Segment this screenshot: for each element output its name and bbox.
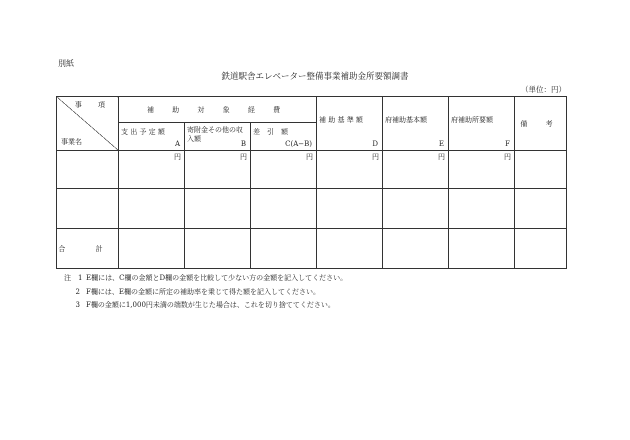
project-name-cell[interactable] bbox=[57, 189, 119, 229]
document-title: 鉄道駅舎エレベーター整備事業補助金所要額調書 bbox=[221, 72, 409, 82]
amount-cell-d[interactable]: 円 bbox=[317, 151, 383, 189]
header-f: 府補助所要額 F bbox=[449, 97, 515, 151]
remarks-cell[interactable] bbox=[515, 189, 567, 229]
notes-section bbox=[64, 272, 347, 313]
total-label: 合 計 bbox=[57, 229, 119, 269]
amount-cell-a[interactable]: 円 bbox=[119, 151, 185, 189]
project-name-header: 事業名 bbox=[61, 138, 82, 146]
header-d: 補 助 基 準 額 D bbox=[317, 97, 383, 151]
note-3: 3 F欄の金額に1,000円未満の端数が生じた場合は、これを切り捨ててください。 bbox=[75, 301, 335, 309]
header-b: 寄附金その他の収入額 B bbox=[185, 123, 251, 151]
amount-cell-f[interactable]: 円 bbox=[449, 151, 515, 189]
amount-cell-e[interactable]: 円 bbox=[383, 151, 449, 189]
total-row bbox=[57, 229, 567, 269]
subsidy-eligible-cost-header: 補 助 対 象 経 費 bbox=[119, 97, 317, 123]
table-row bbox=[57, 189, 567, 229]
header-a: 支 出 予 定 額 A bbox=[119, 123, 185, 151]
header-c: 差 引 額 C(A−B) bbox=[251, 123, 317, 151]
attachment-label: 別紙 bbox=[58, 59, 74, 68]
item-header: 事 項 bbox=[74, 101, 112, 109]
unit-label: （単位：円） bbox=[521, 85, 566, 94]
subsidy-table bbox=[56, 96, 567, 269]
table-row bbox=[57, 151, 567, 189]
note-2: 2 F欄には、E欄の金額に所定の補助率を乗じて得た額を記入してください。 bbox=[75, 287, 320, 296]
remarks-header: 備 考 bbox=[515, 97, 567, 151]
amount-cell-b[interactable]: 円 bbox=[185, 151, 251, 189]
remarks-cell[interactable] bbox=[515, 229, 567, 269]
remarks-cell[interactable] bbox=[515, 151, 567, 189]
note-1: 注 1 E欄には、C欄の金額とD欄の金額を比較して少ない方の金額を記入してください。 bbox=[64, 274, 348, 282]
project-name-cell[interactable] bbox=[57, 151, 119, 189]
amount-cell-c[interactable]: 円 bbox=[251, 151, 317, 189]
header-e: 府補助基本額 E bbox=[383, 97, 449, 151]
diagonal-header-cell bbox=[57, 97, 119, 151]
